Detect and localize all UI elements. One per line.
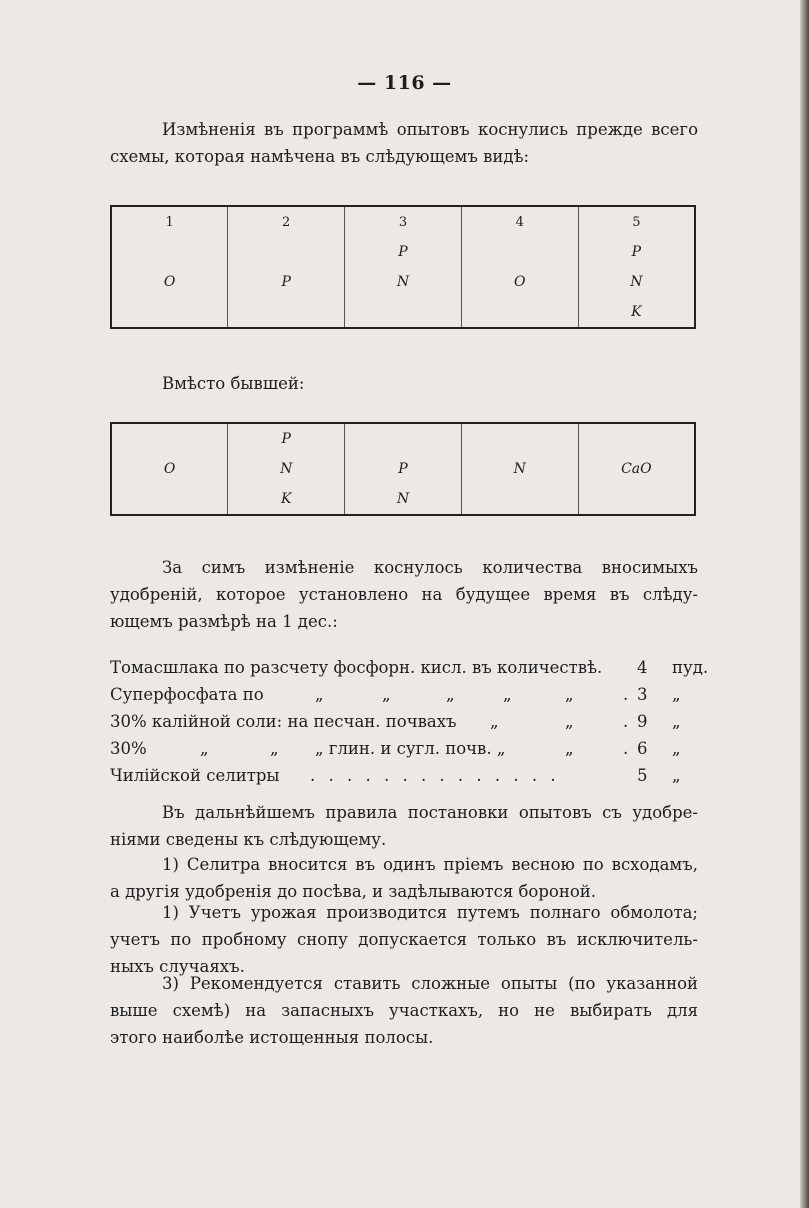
- table-cell: P: [345, 237, 462, 267]
- fertilizer-unit: пуд.: [672, 658, 709, 677]
- table-cell: CaO: [578, 454, 695, 484]
- fertilizer-row: [110, 681, 710, 708]
- table-cell: [111, 237, 228, 267]
- new-scheme-table: [110, 205, 696, 329]
- old-scheme-table: [110, 422, 696, 516]
- table-cell: [111, 423, 228, 454]
- text-line: 3) Рекомендуется ставить сложные опыты (по указанной: [162, 974, 698, 993]
- ditto-mark: „: [490, 712, 499, 731]
- fertilizer-row: [110, 654, 710, 681]
- intro-paragraph: [110, 116, 698, 170]
- table-cell: K: [228, 484, 345, 515]
- table-cell: 4: [461, 206, 578, 237]
- ditto-mark: „: [446, 685, 455, 704]
- ditto-mark: „: [565, 739, 574, 758]
- dot: .: [623, 685, 629, 704]
- fertilizer-name: 30% калійной соли: на песчан. почвахъ: [110, 712, 457, 731]
- table-cell: [461, 423, 578, 454]
- table-cell: 3: [345, 206, 462, 237]
- fertilizer-row: [110, 708, 710, 735]
- table-cell: [461, 237, 578, 267]
- table-cell: O: [111, 267, 228, 297]
- text-line: схемы, которая намѣчена въ слѣдующемъ видѣ:: [110, 147, 530, 166]
- table-cell: P: [578, 237, 695, 267]
- table-cell: [345, 297, 462, 328]
- table-cell: [461, 484, 578, 515]
- text-line: Измѣненія въ программѣ опытовъ коснулись прежде всего: [162, 120, 698, 139]
- page-edge-shadow: [800, 0, 809, 1208]
- table-cell: [578, 423, 695, 454]
- old-scheme-label: [110, 370, 698, 397]
- text-line: Вмѣсто бывшей:: [162, 374, 305, 393]
- fertilizer-unit: „: [672, 766, 681, 785]
- table-cell: N: [228, 454, 345, 484]
- table-cell: K: [578, 297, 695, 328]
- table-cell: [578, 484, 695, 515]
- ditto-mark: „: [315, 685, 324, 704]
- fertilizer-name: Томасшлака по разсчету фосфорн. кисл. въ количествѣ.: [110, 658, 603, 677]
- ditto-mark: „ глин. и сугл. почв. „: [315, 739, 506, 758]
- table-cell: N: [345, 267, 462, 297]
- table-cell: [345, 423, 462, 454]
- fertilizer-intro-paragraph: [110, 554, 698, 635]
- dot: .: [623, 739, 629, 758]
- ditto-mark: „: [503, 685, 512, 704]
- rule-item-3: [110, 970, 698, 1051]
- table-cell: [228, 297, 345, 328]
- fertilizer-qty: 9: [637, 712, 648, 731]
- rule-item-2: [110, 899, 698, 980]
- fertilizer-row: [110, 762, 710, 789]
- leader-dots: . . . . . . . . . . . . . .: [310, 766, 560, 785]
- fertilizer-qty: 4: [637, 658, 648, 677]
- text-line: ющемъ размѣрѣ на 1 дес.:: [110, 612, 338, 631]
- ditto-mark: „: [200, 739, 209, 758]
- table-cell: [228, 237, 345, 267]
- text-line: ніями сведены къ слѣдующему.: [110, 830, 387, 849]
- table-cell: 1: [111, 206, 228, 237]
- text-line: 1) Учетъ урожая производится путемъ полнаго обмолота;: [162, 903, 698, 922]
- text-line: Въ дальнѣйшемъ правила постановки опытовъ съ удобре-: [162, 803, 698, 822]
- table-cell: N: [578, 267, 695, 297]
- ditto-mark: „: [270, 739, 279, 758]
- table-cell: P: [228, 267, 345, 297]
- text-line: удобреній, которое установлено на будущее время въ слѣду-: [110, 585, 698, 604]
- fertilizer-name: Суперфосфата по: [110, 685, 264, 704]
- table-cell: N: [345, 484, 462, 515]
- fertilizer-unit: „: [672, 712, 681, 731]
- text-line: выше схемѣ) на запасныхъ участкахъ, но не выбирать для: [110, 1001, 698, 1020]
- fertilizer-qty: 5: [637, 766, 648, 785]
- ditto-mark: „: [565, 712, 574, 731]
- rule-item-1: [110, 851, 698, 905]
- text-line: ныхъ случаяхъ.: [110, 957, 245, 976]
- fertilizer-name: Чилійской селитры: [110, 766, 280, 785]
- text-line: этого наиболѣе истощенныя полосы.: [110, 1028, 434, 1047]
- ditto-mark: „: [565, 685, 574, 704]
- page-number: — 116 —: [357, 72, 452, 94]
- fertilizer-unit: „: [672, 739, 681, 758]
- fertilizer-name: 30%: [110, 739, 147, 758]
- text-line: учетъ по пробному снопу допускается только въ исключитель-: [110, 930, 698, 949]
- table-cell: 5: [578, 206, 695, 237]
- dot: .: [623, 712, 629, 731]
- rules-paragraph: [110, 799, 698, 853]
- table-cell: 2: [228, 206, 345, 237]
- table-cell: [111, 484, 228, 515]
- fertilizer-row: [110, 735, 710, 762]
- table-cell: [461, 297, 578, 328]
- text-line: За симъ измѣненіе коснулось количества вносимыхъ: [162, 558, 698, 577]
- table-cell: O: [111, 454, 228, 484]
- fertilizer-qty: 3: [637, 685, 648, 704]
- table-cell: P: [228, 423, 345, 454]
- table-cell: O: [461, 267, 578, 297]
- ditto-mark: „: [382, 685, 391, 704]
- fertilizer-list: [110, 654, 710, 789]
- text-line: а другія удобренія до посѣва, и задѣлываются бороной.: [110, 882, 597, 901]
- table-cell: N: [461, 454, 578, 484]
- fertilizer-qty: 6: [637, 739, 648, 758]
- table-cell: P: [345, 454, 462, 484]
- text-line: 1) Селитра вносится въ одинъ пріемъ весною по всходамъ,: [162, 855, 698, 874]
- fertilizer-unit: „: [672, 685, 681, 704]
- table-cell: [111, 297, 228, 328]
